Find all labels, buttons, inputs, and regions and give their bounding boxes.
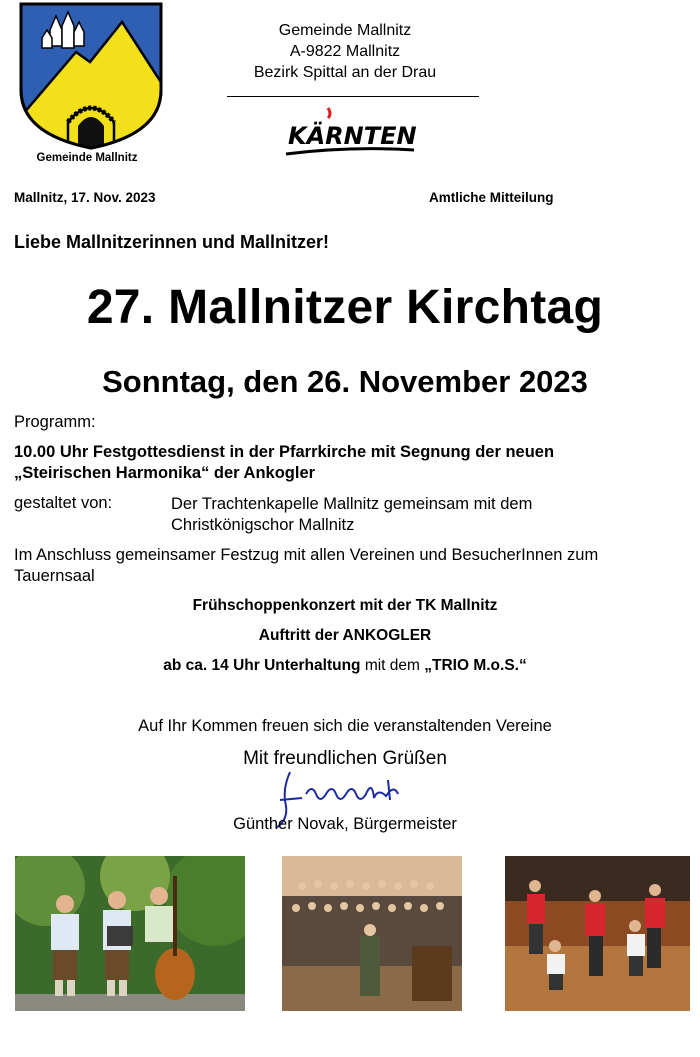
shaped-by-line: Der Trachtenkapelle Mallnitz gemeinsam mit dem (171, 495, 533, 513)
procession-line: Tauernsaal (14, 567, 95, 585)
program-mass-line: 10.00 Uhr Festgottesdienst in der Pfarrkirche mit Segnung der neuen (14, 443, 555, 461)
program-mass-line: „Steirischen Harmonika“ der Ankogler (14, 464, 316, 482)
page-title: 27. Mallnitzer Kirchtag (86, 281, 604, 334)
divider (227, 96, 479, 97)
signer-name: Günther Novak, Bürgermeister (233, 815, 457, 833)
performance-line: Auftritt der ANKOGLER (258, 627, 432, 644)
greeting: Liebe Mallnitzerinnen und Mallnitzer! (14, 232, 330, 252)
region-logo (280, 104, 420, 162)
procession-line: Im Anschluss gemeinsamer Festzug mit allen Vereinen und BesucherInnen zum (14, 546, 599, 564)
regards-line: Mit freundlichen Grüßen (243, 748, 447, 769)
municipality-address (215, 20, 475, 83)
program-label: Programm: (14, 413, 96, 431)
document-type: Amtliche Mitteilung (429, 190, 554, 205)
shaped-by-label: gestaltet von: (14, 494, 113, 512)
event-date: Sonntag, den 26. November 2023 (102, 364, 588, 399)
shaped-by-text (171, 494, 651, 536)
entertainment-band: „TRIO M.o.S.“ (424, 657, 527, 674)
coat-of-arms-logo (18, 2, 164, 150)
choir-photo (282, 856, 462, 1011)
procession-text (14, 545, 694, 587)
shaped-by-line: Christkönigschor Mallnitz (171, 516, 355, 534)
entertainment-connector: mit dem (360, 657, 425, 674)
address-line: Bezirk Spittal an der Drau (253, 64, 437, 81)
program-mass (14, 442, 654, 484)
musicians-photo (15, 856, 245, 1011)
crest-caption: Gemeinde Mallnitz (36, 152, 138, 164)
document-date: Mallnitz, 17. Nov. 2023 (14, 190, 156, 205)
address-line: A-9822 Mallnitz (289, 43, 401, 60)
address-line: Gemeinde Mallnitz (278, 22, 412, 39)
concert-line: Frühschoppenkonzert mit der TK Mallnitz (192, 597, 498, 614)
entertainment-time: ab ca. 14 Uhr Unterhaltung (163, 657, 361, 674)
region-logo-text: KÄRNTEN (288, 122, 417, 150)
dancers-photo (505, 856, 690, 1011)
entertainment-line (0, 657, 690, 675)
invitation-line: Auf Ihr Kommen freuen sich die veranstaltenden Vereine (138, 717, 552, 735)
